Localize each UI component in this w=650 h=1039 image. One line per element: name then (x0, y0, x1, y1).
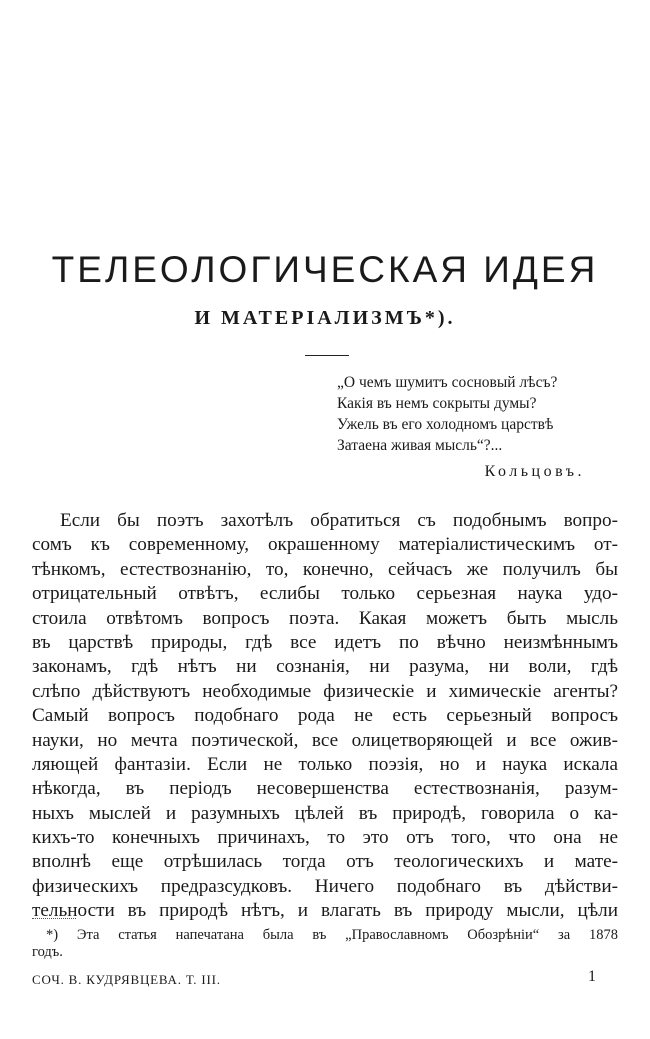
body-line: отрицательный отвѣтъ, еслибы только серьезная наука удо- (32, 583, 618, 605)
footnote-line: *) Эта статья напечатана была въ „Православномъ Обозрѣніи“ за 1878 (46, 927, 618, 943)
body-line: въ царствѣ природы, гдѣ все идетъ по вѣчно неизмѣннымъ (32, 631, 618, 653)
epigraph-line: Ужель въ его холодномъ царствѣ (337, 416, 554, 433)
footnote-divider (32, 918, 76, 919)
body-line: кихъ-то конечныхъ причинахъ, то это отъ того, что она не (32, 827, 618, 849)
body-line: науки, но мечта поэтической, все олицетворяющей и все ожив- (32, 729, 618, 751)
body-line: физическихъ предразсудковъ. Ничего подобнаго въ дѣйстви- (32, 875, 618, 897)
body-line: слѣпо дѣйствуютъ необходимые физическіе и химическіе агенты? (32, 680, 618, 702)
epigraph-line: „О чемъ шумитъ сосновый лѣсъ? (337, 374, 558, 391)
chapter-subtitle: И МАТЕРІАЛИЗМЪ*). (194, 307, 456, 329)
body-line: тельности въ природѣ нѣтъ, и влагать въ природу мысли, цѣли (32, 900, 618, 922)
footnote-line: годъ. (32, 944, 63, 960)
body-line: вполнѣ еще отрѣшилась тогда отъ теологическихъ и мате- (32, 851, 618, 873)
body-line: ляющей фантазіи. Если не только поэзія, но и наука искала (32, 753, 618, 775)
body-line: ныхъ мыслей и разумныхъ цѣлей въ природѣ, говорила о ка- (32, 802, 618, 824)
epigraph (337, 372, 607, 482)
page-number: 1 (588, 968, 596, 985)
footnote (32, 927, 618, 961)
printer-signature: СОЧ. В. КУДРЯВЦЕВА. Т. III. (32, 972, 221, 987)
body-line: нѣкогда, въ періодъ несовершенства естествознанія, разум- (32, 778, 618, 800)
body-line: законамъ, гдѣ нѣтъ ни сознанія, ни разума, ни воли, гдѣ (32, 656, 618, 678)
body-line: стоила отвѣтомъ вопросъ поэта. Какая можетъ быть мысль (32, 607, 618, 629)
body-line: тѣнкомъ, естествознанію, то, конечно, сейчасъ же получилъ бы (32, 558, 618, 580)
epigraph-line: Какія въ немъ сокрыты думы? (337, 395, 537, 412)
body-paragraph (32, 509, 618, 924)
chapter-title: ТЕЛЕОЛОГИЧЕСКАЯ ИДЕЯ (51, 249, 599, 290)
epigraph-author: Кольцовъ. (484, 463, 585, 480)
epigraph-line: Затаена живая мысль“?... (337, 437, 503, 454)
title-divider (305, 355, 349, 356)
body-line: Если бы поэтъ захотѣлъ обратиться съ подобнымъ вопро- (60, 510, 618, 531)
body-line: Самый вопросъ подобнаго рода не есть серьезный вопросъ (32, 705, 618, 727)
body-line: сомъ къ современному, окрашенному матеріалистическимъ от- (32, 534, 618, 556)
